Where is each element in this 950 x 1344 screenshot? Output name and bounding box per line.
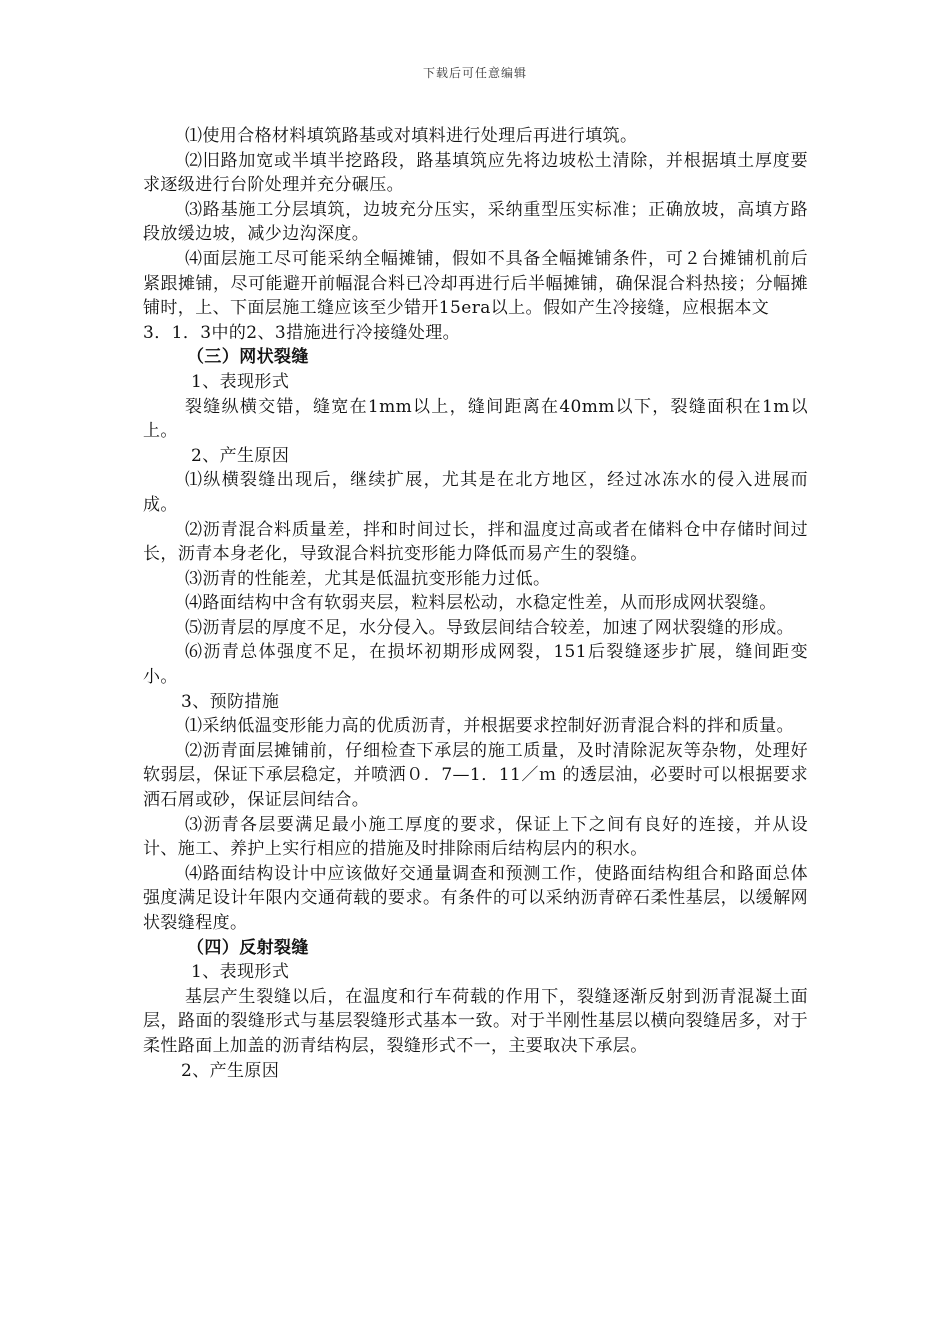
- subsection-heading: 1、表现形式: [191, 962, 290, 983]
- paragraph: ⑸沥青层的厚度不足，水分侵入。导致层间结合较差，加速了网状裂缝的形成。: [185, 617, 794, 638]
- paragraph: ⑷路面结构中含有软弱夹层，粒料层松动，水稳定性差，从而形成网状裂缝。: [185, 593, 777, 614]
- paragraph: 基层产生裂缝以后，在温度和行车荷载的作用下，裂缝逐渐反射到沥青混凝土面层，路面的裂缝形式与基层裂缝形式基本一致。对于半刚性基层以横向裂缝居多，对于柔性路面上加盖的沥青结构层，裂缝形式不一，主要取决下承层。: [143, 986, 808, 1056]
- paragraph: ⑴纵横裂缝出现后，继续扩展，尤其是在北方地区，经过冰冻水的侵入进展而成。: [143, 470, 808, 515]
- paragraph: ⑶沥青各层要满足最小施工厚度的要求，保证上下之间有良好的连接，并从设计、施工、养护上实行相应的措施及时排除雨后结构层内的积水。: [143, 814, 808, 860]
- section-heading: （三）网状裂缝: [187, 347, 309, 368]
- paragraph: ⑴采纳低温变形能力高的优质沥青，并根据要求控制好沥青混合料的拌和质量。: [185, 716, 794, 737]
- paragraph: ⑵沥青面层摊铺前，仔细检查下承层的施工质量，及时清除泥灰等杂物，处理好软弱层，保证下承层稳定，并喷洒０．7—1．11／ｍ 的透层油，必要时可以根据要求洒石屑或砂，保证层间结合。: [143, 740, 808, 811]
- subsection-heading: 1、表现形式: [191, 371, 290, 392]
- document-body: [143, 124, 808, 1083]
- paragraph: ⑶路基施工分层填筑，边坡充分压实，采纳重型压实标准；正确放坡，高填方路段放缓边坡，减少边沟深度。: [143, 199, 808, 245]
- paragraph: 3．1．3中的2、3措施进行冷接缝处理。: [143, 322, 461, 343]
- subsection-heading: 3、预防措施: [181, 691, 280, 712]
- paragraph: 裂缝纵横交错，缝宽在1mm以上，缝间距离在40mm以下，裂缝面积在1m以上。: [143, 396, 808, 442]
- paragraph: ⑶沥青的性能差，尤其是低温抗变形能力过低。: [185, 568, 551, 589]
- subsection-heading: 2、产生原因: [181, 1060, 280, 1081]
- paragraph: ⑵沥青混合料质量差，拌和时间过长，拌和温度过高或者在储料仓中存储时间过长，沥青本身老化，导致混合料抗变形能力降低而易产生的裂缝。: [143, 519, 808, 565]
- page-header: 下载后可任意编辑: [422, 66, 527, 80]
- paragraph: ⑹沥青总体强度不足，在损坏初期形成网裂，151后裂缝逐步扩展，缝间距变小。: [143, 642, 808, 688]
- subsection-heading: 2、产生原因: [191, 445, 290, 466]
- paragraph: ⑷面层施工尽可能采纳全幅摊铺，假如不具备全幅摊铺条件，可２台摊铺机前后紧跟摊铺，尽可能避开前幅混合料已冷却再进行后半幅摊铺，确保混合料热接；分幅摊铺时，上、下面层施工缝应该至少错开15era以上。假如产生冷接缝，应根据本文: [143, 248, 808, 319]
- section-heading: （四）反射裂缝: [187, 937, 309, 958]
- paragraph: ⑴使用合格材料填筑路基或对填料进行处理后再进行填筑。: [185, 126, 638, 146]
- paragraph: ⑵旧路加宽或半填半挖路段，路基填筑应先将边坡松土清除，并根据填土厚度要求逐级进行台阶处理并充分碾压。: [143, 150, 808, 196]
- paragraph: ⑷路面结构设计中应该做好交通量调查和预测工作，使路面结构组合和路面总体强度满足设计年限内交通荷载的要求。有条件的可以采纳沥青碎石柔性基层，以缓解网状裂缝程度。: [143, 863, 808, 933]
